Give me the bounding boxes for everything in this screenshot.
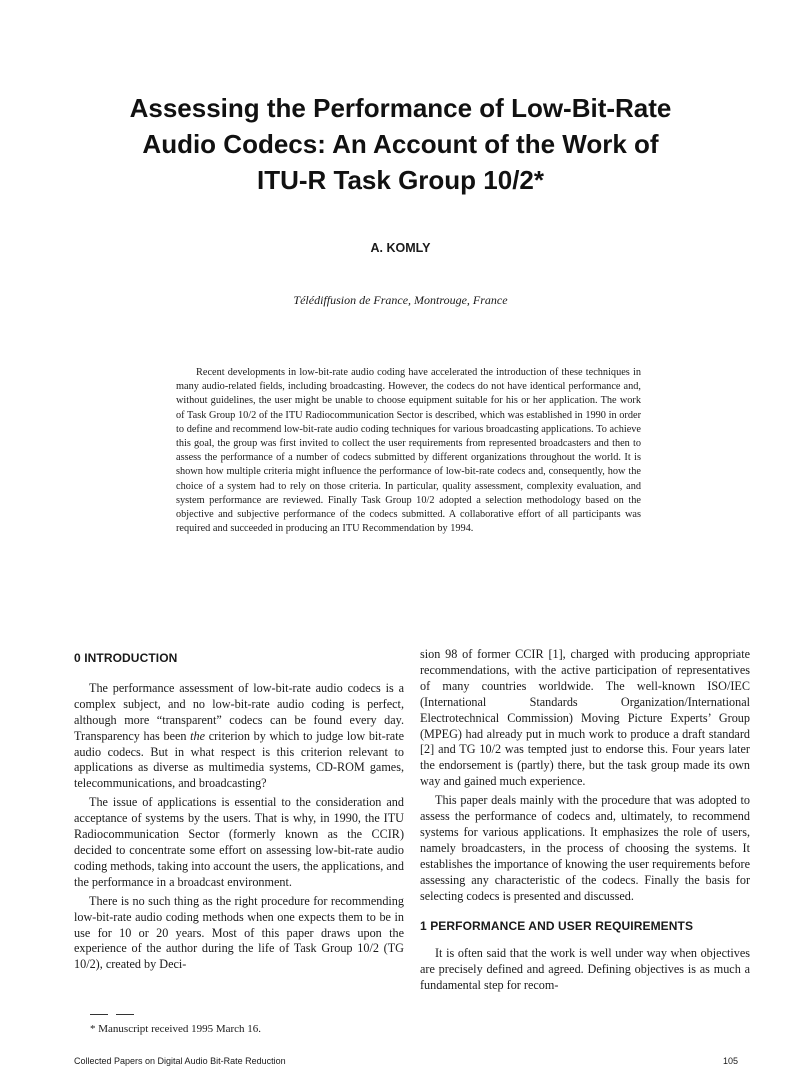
- intro-paragraph-4: This paper deals mainly with the procedure that was adopted to assess the performance of codecs and, ultimately, to recommend systems for various applications. It emphasizes the role of users, namely broadcasters, in the process of choosing the systems. It establishes the importance of knowing the user requirements before assessing any characteristic of the codecs. Finally the basis for selecting codecs is presented and discussed.: [420, 793, 750, 903]
- section-heading-performance: 1 PERFORMANCE AND USER REQUIREMENTS: [420, 918, 694, 933]
- intro-paragraph-1: [74, 681, 404, 792]
- intro-paragraph-2: The issue of applications is essential to the consideration and acceptance of systems by the users. That is why, in 1990, the ITU Radiocommunication Sector (formerly known as the CCIR) decided to concentrate some effort on assessing low-bit-rate audio coding methods, taking into account the users, the applications, and the performance in a broadcast environment.: [74, 795, 404, 889]
- footer-publication: Collected Papers on Digital Audio Bit-Rate Reduction: [74, 1056, 286, 1066]
- author-affiliation: Télédiffusion de France, Montrouge, France: [293, 293, 508, 307]
- performance-paragraph-1: It is often said that the work is well under way when objectives are precisely defined and agreed. Defining objectives is as much a fundamental step for recom-: [420, 946, 750, 993]
- intro-p1-emphasis: the: [190, 728, 206, 743]
- left-column: [74, 647, 404, 976]
- footnote-rule-1: [90, 1014, 108, 1015]
- title-line-2: Audio Codecs: An Account of the Work of: [142, 129, 659, 159]
- footnote: * Manuscript received 1995 March 16.: [90, 1023, 262, 1035]
- title-line-3: ITU-R Task Group 10/2*: [256, 165, 545, 195]
- author-name: A. KOMLY: [370, 241, 431, 255]
- footnote-rule-2: [116, 1014, 134, 1015]
- intro-p1-text-a: The performance assessment of low-bit-rate audio codecs is a complex subject, and no low-bit-rate audio coding is perfect, although more “transparent” codecs can be found every day. Transparency has been: [74, 680, 404, 743]
- abstract: Recent developments in low-bit-rate audio coding have accelerated the introduction of these techniques in many audio-related fields, including broadcasting. However, the codecs do not have identical performance and, without guidelines, the user might be unable to choose equipment suitable for his or her application. The work of Task Group 10/2 of the ITU Radiocommunication Sector is described, which was established in 1990 in order to define and recommend low-bit-rate audio coding techniques for various broadcasting applications. To achieve this goal, the group was first invited to collect the user requirements from represented broadcasters and then to assess the performance of a number of codecs submitted by different organizations throughout the world. It is shown how multiple criteria might influence the performance of low-bit-rate codecs and, consequently, how the choice of a system had to rely on those criteria. In particular, quality assessment, complexity evaluation, and system performance are reviewed. Finally Task Group 10/2 adopted a selection methodology based on the objective and subjective performance of the codecs submitted. A collaborative effort of all participants was required and succeeded in producing an ITU Recommendation by 1994.: [176, 367, 641, 535]
- section-heading-introduction: 0 INTRODUCTION: [74, 651, 178, 665]
- title-line-1: Assessing the Performance of Low-Bit-Rate: [129, 93, 672, 123]
- intro-continued-paragraph: sion 98 of former CCIR [1], charged with producing appropriate recommendations, with the active participation of representatives of many countries worldwide. The well-known ISO/IEC (International Standards Organization/International Electrotechnical Commission) Moving Picture Experts’ Group (MPEG) had already put in much work to produce a draft standard [2] and TG 10/2 was tempted just to endorse this. Four years later the endorsement is (partly) there, but the task group made its own way and gained much experience.: [420, 647, 750, 789]
- intro-paragraph-3: There is no such thing as the right procedure for recommending low-bit-rate audio coding methods when one expects them to be in use for 10 or 20 years. Most of this paper draws upon the experience of the author during the life of Task Group 10/2 (TG 10/2), created by Deci-: [74, 893, 404, 972]
- intro-p1-text-b: criterion by which to judge low bit-rate audio codecs. But in what respect is this criterion relevant to applications as diverse as multimedia systems, CD-ROM games, telecommunications, and broadcasting?: [74, 728, 405, 791]
- right-column: [420, 647, 750, 997]
- page-number: 105: [722, 1056, 738, 1066]
- paper-title: [60, 90, 741, 198]
